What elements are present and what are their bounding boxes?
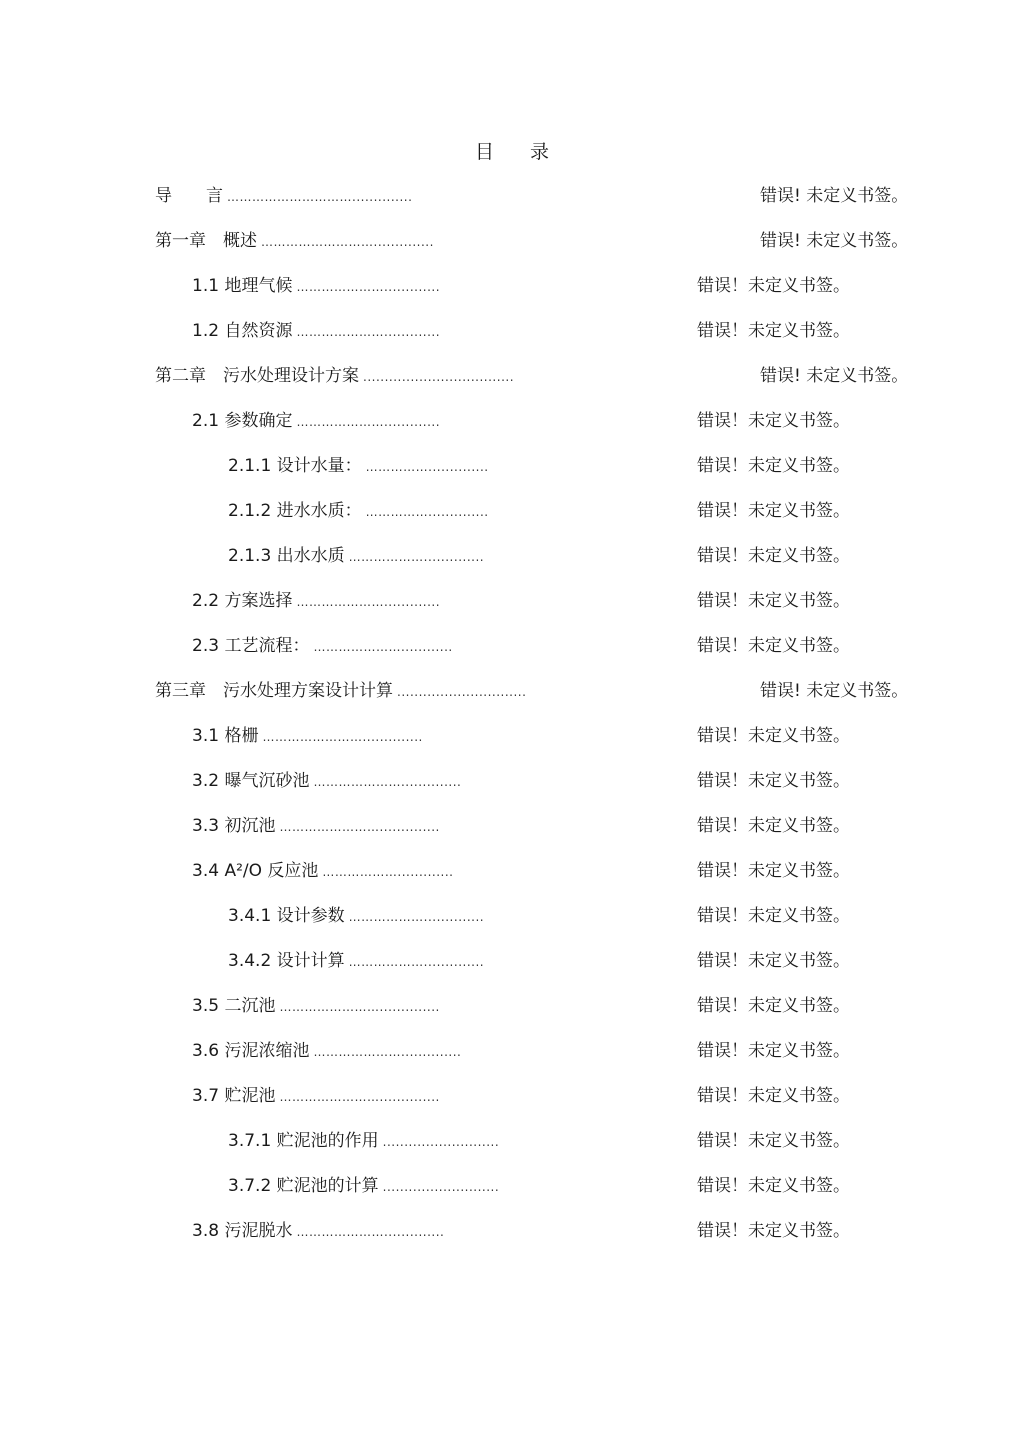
toc-entry-heading [192,804,440,850]
toc-entry[interactable] [0,309,1024,354]
toc-leader-dots: ………………….............. [296,1225,445,1239]
toc-leader-dots: …………………….............. [279,1090,440,1104]
toc-entry[interactable] [0,534,1024,579]
toc-heading [0,137,1024,164]
toc-entry-heading [155,219,434,265]
toc-entry-page-ref: 错误！未定义书签。 [697,1131,850,1151]
toc-leader-dots: ……………………….............. [261,235,434,249]
toc-entry-page-ref: 错误！未定义书签。 [697,1221,850,1241]
toc-leader-dots: …………………............. [296,415,441,429]
toc-entry-label: 第三章 污水处理方案设计计算 [155,681,393,701]
toc-entry-label: 3.7.2 贮泥池的计算 [228,1176,379,1196]
toc-entry[interactable] [0,714,1024,759]
toc-entry-label: 3.1 格栅 [192,726,259,746]
toc-entry-heading [192,624,453,670]
toc-entry[interactable] [0,804,1024,849]
toc-entry-page-ref: 错误！未定义书签。 [697,1041,850,1061]
toc-entry-heading [228,1119,499,1165]
toc-entry-heading [192,984,440,1030]
toc-entry-heading [192,849,454,895]
toc-leader-dots: …………………............. [296,280,441,294]
toc-entry-page-ref: 错误! 未定义书签。 [760,366,909,386]
toc-entry[interactable] [0,1029,1024,1074]
toc-entry[interactable] [0,939,1024,984]
toc-entry[interactable] [0,174,1024,219]
toc-entry-label: 3.6 污泥浓缩池 [192,1041,310,1061]
toc-entry-label: 2.2 方案选择 [192,591,293,611]
toc-leader-dots: …………….............. [365,460,489,474]
toc-entry[interactable] [0,1209,1024,1254]
toc-entry-page-ref: 错误！未定义书签。 [697,276,850,296]
toc-leader-dots: ........................... [382,1180,500,1194]
toc-entry[interactable] [0,669,1024,714]
toc-entry-heading [155,354,514,400]
toc-entry-heading [192,1074,440,1120]
toc-entry-label: 3.4 A²/O 反应池 [192,861,319,881]
toc-entry-page-ref: 错误！未定义书签。 [697,1086,850,1106]
toc-entry-page-ref: 错误！未定义书签。 [697,501,850,521]
toc-entry[interactable] [0,759,1024,804]
toc-entry-page-ref: 错误！未定义书签。 [697,591,850,611]
toc-entry[interactable] [0,1164,1024,1209]
toc-leader-dots: …………………............ [313,640,453,654]
toc-heading-char-2: 录 [530,141,550,163]
toc-entry-page-ref: 错误！未定义书签。 [697,456,850,476]
toc-entry-heading [192,759,461,805]
toc-entry-heading [192,264,440,310]
toc-entry[interactable] [0,894,1024,939]
toc-leader-dots: …………………….............. [279,820,440,834]
toc-leader-dots: ………………….............. [313,1045,462,1059]
toc-entry-heading [192,309,440,355]
toc-entry-label: 第一章 概述 [155,231,257,251]
toc-leader-dots: .............................. [397,685,527,699]
toc-entry-heading [228,894,484,940]
toc-leader-dots: …………………….............. [279,1000,440,1014]
toc-entry-page-ref: 错误！未定义书签。 [697,1176,850,1196]
toc-entry-heading [228,1164,499,1210]
toc-entry-page-ref: 错误! 未定义书签。 [760,231,909,251]
toc-entry-label: 3.3 初沉池 [192,816,276,836]
toc-leader-dots: ……………….............. [348,955,485,969]
toc-entry[interactable] [0,849,1024,894]
toc-entry-page-ref: 错误！未定义书签。 [697,411,850,431]
toc-entry-label: 3.4.1 设计参数 [228,906,345,926]
toc-entry-label: 3.5 二沉池 [192,996,276,1016]
toc-entry-label: 1.2 自然资源 [192,321,293,341]
toc-entry-label: 3.7 贮泥池 [192,1086,276,1106]
toc-entry[interactable] [0,1119,1024,1164]
toc-entry-label: 3.8 污泥脱水 [192,1221,293,1241]
toc-entry-heading [192,714,423,760]
toc-entry[interactable] [0,579,1024,624]
toc-leader-dots: ……………….............. [348,550,485,564]
toc-entry-heading [192,1209,444,1255]
toc-entry-page-ref: 错误！未定义书签。 [697,861,850,881]
toc-entry-page-ref: 错误! 未定义书签。 [760,681,909,701]
toc-leader-dots: ………………............. [322,865,454,879]
toc-entry-heading [228,444,489,490]
toc-entry-label: 1.1 地理气候 [192,276,293,296]
toc-entry-page-ref: 错误！未定义书签。 [697,321,850,341]
toc-leader-dots: …………….............. [365,505,489,519]
toc-entry-heading [155,669,526,715]
toc-entry[interactable] [0,444,1024,489]
toc-entry-label: 导 言 [155,186,223,206]
toc-entry-heading [192,1029,461,1075]
toc-entry-heading [228,939,484,985]
toc-entry[interactable] [0,489,1024,534]
toc-entry-page-ref: 错误！未定义书签。 [697,771,850,791]
toc-entry[interactable] [0,399,1024,444]
toc-entry-label: 第二章 污水处理设计方案 [155,366,359,386]
toc-entry-label: 2.1.2 进水水质： [228,501,362,521]
toc-entry-heading [192,579,440,625]
toc-entry-page-ref: 错误！未定义书签。 [697,951,850,971]
toc-entry-page-ref: 错误！未定义书签。 [697,636,850,656]
toc-entries [0,174,1024,1254]
toc-entry-heading [228,534,484,580]
toc-entry-label: 3.2 曝气沉砂池 [192,771,310,791]
toc-entry[interactable] [0,264,1024,309]
toc-entry-page-ref: 错误！未定义书签。 [697,546,850,566]
toc-entry-page-ref: 错误! 未定义书签。 [760,186,909,206]
toc-leader-dots: ................................... [363,370,515,384]
toc-entry-heading [155,174,412,220]
toc-leader-dots: …………………….............. [262,730,423,744]
toc-entry-heading [192,399,440,445]
toc-leader-dots: …………………............. [296,325,441,339]
toc-entry-label: 2.3 工艺流程： [192,636,310,656]
toc-entry-label: 3.7.1 贮泥池的作用 [228,1131,379,1151]
toc-entry[interactable] [0,624,1024,669]
toc-entry-label: 2.1 参数确定 [192,411,293,431]
toc-leader-dots: ………………………….............. [227,190,413,204]
toc-entry-label: 3.4.2 设计计算 [228,951,345,971]
toc-entry[interactable] [0,984,1024,1029]
toc-heading-char-1: 目 [474,141,494,163]
toc-entry-page-ref: 错误！未定义书签。 [697,726,850,746]
toc-entry[interactable] [0,219,1024,264]
toc-entry-page-ref: 错误！未定义书签。 [697,996,850,1016]
toc-entry[interactable] [0,1074,1024,1119]
toc-leader-dots: ……………….............. [348,910,485,924]
toc-entry-heading [228,489,489,535]
toc-leader-dots: ........................... [382,1135,500,1149]
toc-entry-page-ref: 错误！未定义书签。 [697,906,850,926]
toc-entry[interactable] [0,354,1024,399]
toc-leader-dots: …………………............. [296,595,441,609]
toc-entry-page-ref: 错误！未定义书签。 [697,816,850,836]
toc-entry-label: 2.1.1 设计水量： [228,456,362,476]
toc-entry-label: 2.1.3 出水水质 [228,546,345,566]
toc-leader-dots: ………………….............. [313,775,462,789]
